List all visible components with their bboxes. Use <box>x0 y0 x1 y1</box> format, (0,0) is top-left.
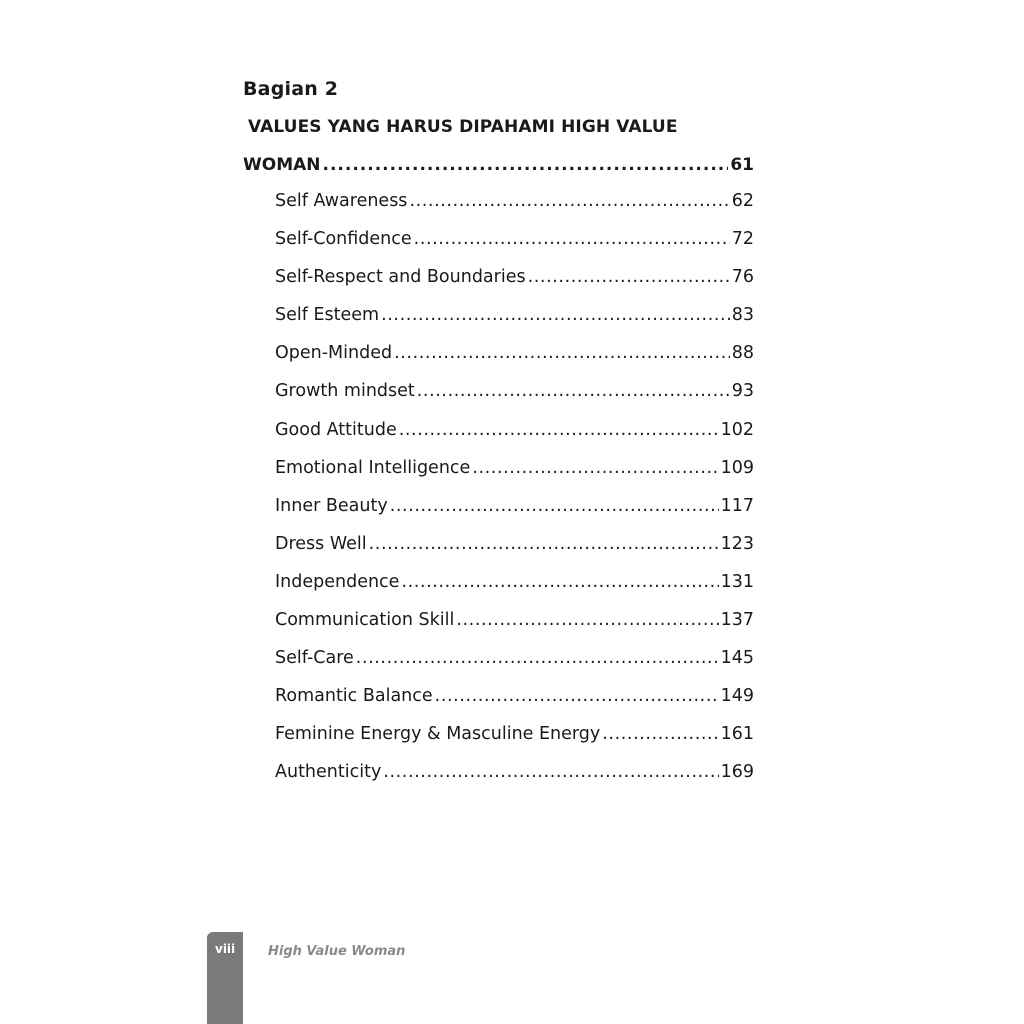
toc-entry-label: Feminine Energy & Masculine Energy <box>275 724 601 745</box>
section-title: VALUES YANG HARUS DIPAHAMI HIGH VALUE <box>248 117 678 137</box>
dot-leader <box>435 686 719 706</box>
toc-entry[interactable] <box>275 420 754 458</box>
dot-leader <box>323 155 729 175</box>
toc-entry[interactable] <box>275 724 754 762</box>
toc-entry-page: 161 <box>720 724 754 745</box>
toc-entry-page: 131 <box>720 571 754 592</box>
dot-leader <box>401 572 718 592</box>
toc-entry[interactable] <box>275 191 754 229</box>
toc-entry[interactable] <box>275 648 754 686</box>
dot-leader <box>381 305 730 325</box>
toc-entry[interactable] <box>275 762 754 800</box>
toc-entry[interactable] <box>275 686 754 724</box>
toc-entry[interactable] <box>275 267 754 305</box>
toc-entry[interactable] <box>275 610 754 648</box>
toc-entry-label: Self-Respect and Boundaries <box>275 267 526 288</box>
dot-leader <box>414 229 730 249</box>
toc-entry[interactable] <box>275 496 754 534</box>
toc-entry-label: Open-Minded <box>275 343 393 364</box>
toc-entry-label: Communication Skill <box>275 610 455 631</box>
dot-leader <box>417 381 730 401</box>
toc-entry-page: 62 <box>731 191 754 211</box>
toc-entry-page: 72 <box>731 229 754 250</box>
toc-entry-page: 93 <box>731 381 754 402</box>
toc-entry-page: 169 <box>720 762 754 783</box>
toc-entry-page: 145 <box>720 648 754 669</box>
footer-book-title: High Value Woman <box>268 944 406 959</box>
dot-leader <box>356 648 719 668</box>
toc-entry-page: 123 <box>720 533 754 554</box>
toc-entry-label: Self Awareness <box>275 191 408 211</box>
toc-entry-label: Romantic Balance <box>275 686 433 707</box>
toc-entry[interactable] <box>275 343 754 381</box>
toc-entry-page: 137 <box>720 610 754 631</box>
toc-entry-label: Self-Confidence <box>275 229 412 250</box>
dot-leader <box>602 724 718 744</box>
toc-entry[interactable] <box>275 534 754 572</box>
dot-leader <box>394 343 730 363</box>
dot-leader <box>390 496 719 516</box>
dot-leader <box>399 420 719 440</box>
toc-entry-label: Self-Care <box>275 648 354 669</box>
toc-entry-page: 76 <box>731 267 754 288</box>
toc-entry-label: Independence <box>275 571 400 592</box>
toc-section-page: 61 <box>730 155 754 175</box>
toc-entry-label: Self Esteem <box>275 305 380 326</box>
toc-entry-page: 149 <box>720 686 754 707</box>
footer-page-number: viii <box>215 942 236 956</box>
dot-leader <box>409 191 729 211</box>
toc-entry-label: Emotional Intelligence <box>275 457 471 478</box>
toc-entry[interactable] <box>275 458 754 496</box>
toc-entry-label: Dress Well <box>275 533 367 554</box>
part-label: Bagian 2 <box>243 78 339 100</box>
toc-section-title-continued: WOMAN <box>243 155 321 175</box>
toc-entry-page: 88 <box>731 343 754 364</box>
toc-entry[interactable] <box>275 572 754 610</box>
dot-leader <box>383 762 718 782</box>
toc-list <box>275 191 754 801</box>
toc-entry-page: 102 <box>720 419 754 440</box>
dot-leader <box>369 534 719 554</box>
toc-entry-label: Inner Beauty <box>275 495 388 516</box>
dot-leader <box>456 610 718 630</box>
toc-entry-page: 117 <box>720 495 754 516</box>
toc-entry-page: 83 <box>731 305 754 326</box>
dot-leader <box>472 458 718 478</box>
toc-entry-label: Growth mindset <box>275 381 415 402</box>
toc-entry-label: Authenticity <box>275 762 382 783</box>
toc-section-entry[interactable] <box>243 155 754 175</box>
toc-entry[interactable] <box>275 381 754 419</box>
dot-leader <box>528 267 730 287</box>
toc-entry[interactable] <box>275 305 754 343</box>
toc-entry[interactable] <box>275 229 754 267</box>
toc-entry-label: Good Attitude <box>275 419 397 440</box>
toc-entry-page: 109 <box>720 457 754 478</box>
